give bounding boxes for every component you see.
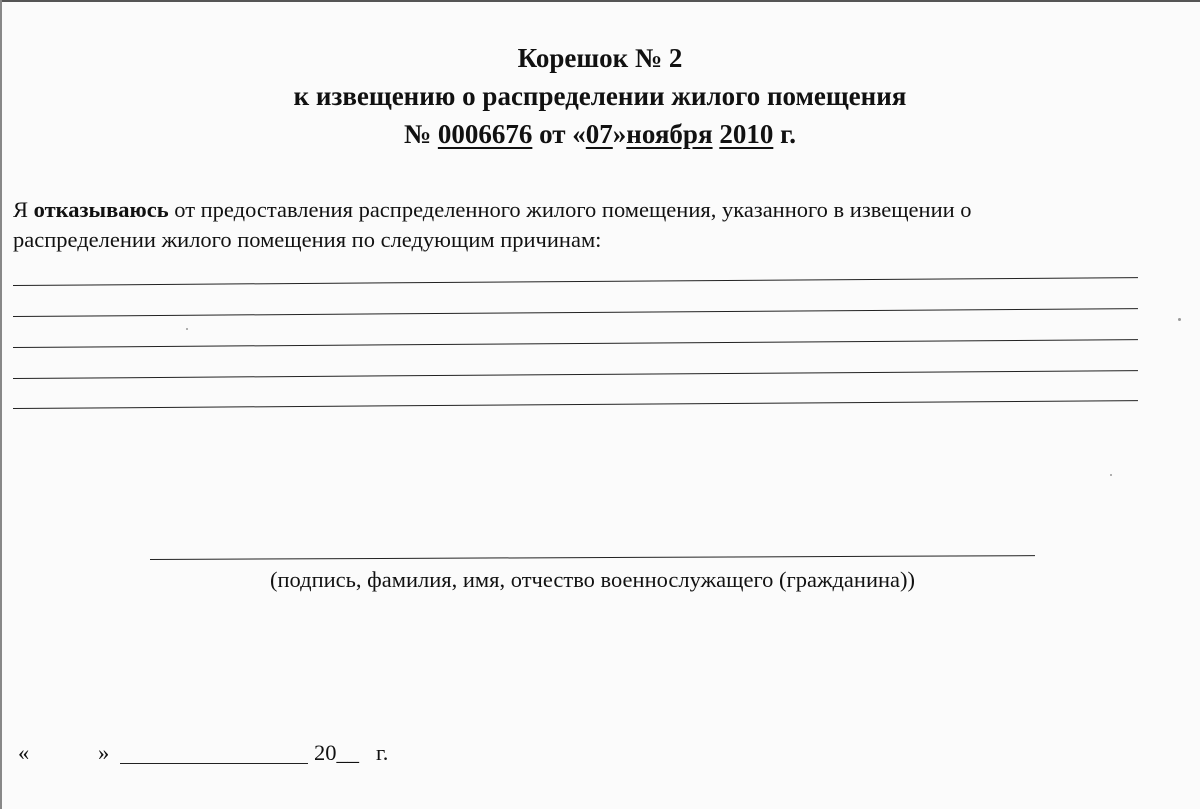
statement-line1-rest: от предоставления распределенного жилого помещения, указанного в извещении о xyxy=(174,197,972,222)
signature-caption-text: (подпись, фамилия, имя, отчество военнослужащего (гражданина)) xyxy=(269,567,916,592)
year-suffix: г. xyxy=(780,119,797,149)
notice-day: 07 xyxy=(585,119,613,149)
scan-edge-top xyxy=(0,0,1200,2)
date-close-quote: » xyxy=(98,740,110,765)
reason-line-5[interactable] xyxy=(13,400,1138,409)
notice-month: ноября xyxy=(626,119,713,149)
subtitle-text: к извещению о распределении жилого помещения xyxy=(293,81,907,111)
document-subtitle xyxy=(0,78,1200,114)
number-prefix: № xyxy=(403,119,432,149)
statement-prefix: Я xyxy=(13,197,29,222)
statement-line2-text: распределении жилого помещения по следующим причинам: xyxy=(13,227,602,252)
reason-line-2[interactable] xyxy=(13,308,1138,317)
notice-number: 0006676 xyxy=(437,119,533,149)
document-title xyxy=(0,40,1200,76)
reason-line-3[interactable] xyxy=(13,339,1138,348)
signature-line[interactable] xyxy=(150,555,1035,560)
reason-line-1[interactable] xyxy=(13,277,1138,286)
date-month-line[interactable] xyxy=(120,763,308,764)
scan-speck xyxy=(1110,474,1112,476)
date-year-suffix: г. xyxy=(376,740,389,765)
reason-line-4[interactable] xyxy=(13,370,1138,379)
date-open-quote: « xyxy=(18,740,30,765)
scan-speck xyxy=(1178,318,1181,321)
scan-speck xyxy=(186,328,188,330)
title-text: Корешок № 2 xyxy=(517,43,683,73)
notice-number-line xyxy=(0,116,1200,152)
notice-year: 2010 xyxy=(719,119,774,149)
statement-emphasis: отказываюсь xyxy=(33,197,169,222)
statement-line-1 xyxy=(13,195,972,225)
statement-line-2 xyxy=(13,225,601,255)
signature-caption xyxy=(150,565,1035,595)
day-close-quote: » xyxy=(612,119,627,149)
date-year-field[interactable]: 20__ xyxy=(314,740,359,765)
from-label: от « xyxy=(539,119,586,149)
